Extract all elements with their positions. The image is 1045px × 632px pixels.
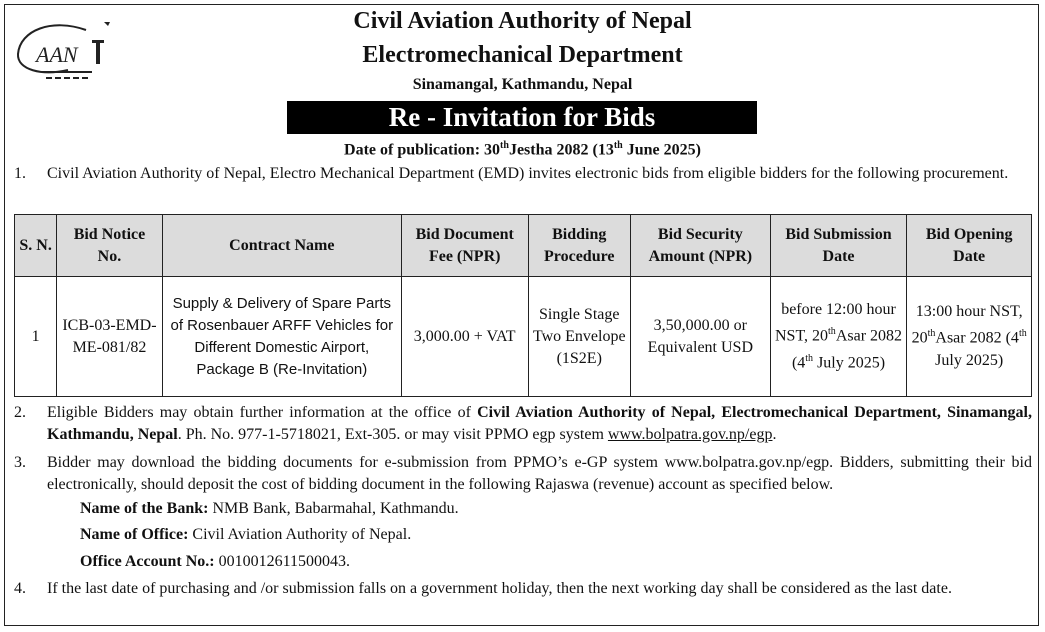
svg-text:AAN: AAN [36, 42, 78, 67]
account-number-line: Office Account No.: 0010012611500043. [80, 553, 351, 570]
department-name: Electromechanical Department [362, 42, 683, 68]
paragraph-4 [14, 578, 1032, 600]
address: Sinamangal, Kathmandu, Nepal [412, 76, 633, 93]
paragraph-text: Eligible Bidders may obtain further information at the office of Civil Aviation Authority of Nepal, Electromechanical Department, Sinamangal, Kathmandu, Nepal. Ph. No. 977-1-5718021, Ext-305. or may visit PPMO egp system www.bolpatra.gov.np/egp. [47, 404, 1032, 443]
cell-submission-date: before 12:00 hour NST, 20thAsar 2082 (4th July 2025) [770, 277, 907, 397]
paragraph-1 [14, 163, 1032, 185]
publication-date: Date of publication: 30thJestha 2082 (13th June 2025) [344, 140, 701, 159]
cell-contract-name: Supply & Delivery of Spare Parts of Rosenbauer ARFF Vehicles for Different Domestic Airport, Package B (Re-Invitation) [162, 277, 401, 397]
paragraph-number: 3. [14, 454, 26, 471]
paragraph-3 [14, 452, 1032, 496]
cell-sn: 1 [15, 277, 57, 397]
bids-table [14, 214, 1032, 397]
notice-title: Re - Invitation for Bids [287, 101, 757, 134]
office-name-line: Name of Office: Civil Aviation Authority of Nepal. [80, 526, 412, 543]
paragraph-number: 2. [14, 404, 26, 421]
column-header: S. N. [15, 215, 57, 277]
cell-notice-no: ICB-03-EMD-ME-081/82 [57, 277, 163, 397]
paragraph-2 [14, 402, 1032, 446]
column-header: Bid Document Fee (NPR) [401, 215, 528, 277]
cell-security: 3,50,000.00 or Equivalent USD [631, 277, 771, 397]
cell-procedure: Single Stage Two Envelope (1S2E) [528, 277, 631, 397]
column-header: Bid Submission Date [770, 215, 907, 277]
paragraph-text: If the last date of purchasing and /or submission falls on a government holiday, then the next working day shall be considered as the last date. [47, 580, 952, 597]
paragraph-text: Civil Aviation Authority of Nepal, Electro Mechanical Department (EMD) invites electronic bids from eligible bidders for the following procurement. [47, 165, 1009, 182]
cell-opening-date: 13:00 hour NST, 20thAsar 2082 (4th July 2025) [907, 277, 1032, 397]
column-header: Bidding Procedure [528, 215, 631, 277]
column-header: Bid Notice No. [57, 215, 163, 277]
column-header: Bid Security Amount (NPR) [631, 215, 771, 277]
bank-name-line: Name of the Bank: NMB Bank, Babarmahal, Kathmandu. [80, 500, 459, 517]
paragraph-text: Bidder may download the bidding documents for e-submission from PPMO’s e-GP system www.bolpatra.gov.np/egp. Bidders, submitting their bid electronically, should deposit the cost of bidding document in the following Rajaswa (revenue) account as specified below. [47, 454, 1032, 493]
paragraph-number: 1. [14, 165, 26, 182]
column-header: Bid Opening Date [907, 215, 1032, 277]
column-header: Contract Name [162, 215, 401, 277]
table-header-row [15, 215, 1032, 277]
paragraph-number: 4. [14, 580, 26, 597]
cell-fee: 3,000.00 + VAT [401, 277, 528, 397]
org-name: Civil Aviation Authority of Nepal [353, 8, 692, 34]
egp-link[interactable]: www.bolpatra.gov.np/egp [607, 426, 773, 443]
table-row [15, 277, 1032, 397]
